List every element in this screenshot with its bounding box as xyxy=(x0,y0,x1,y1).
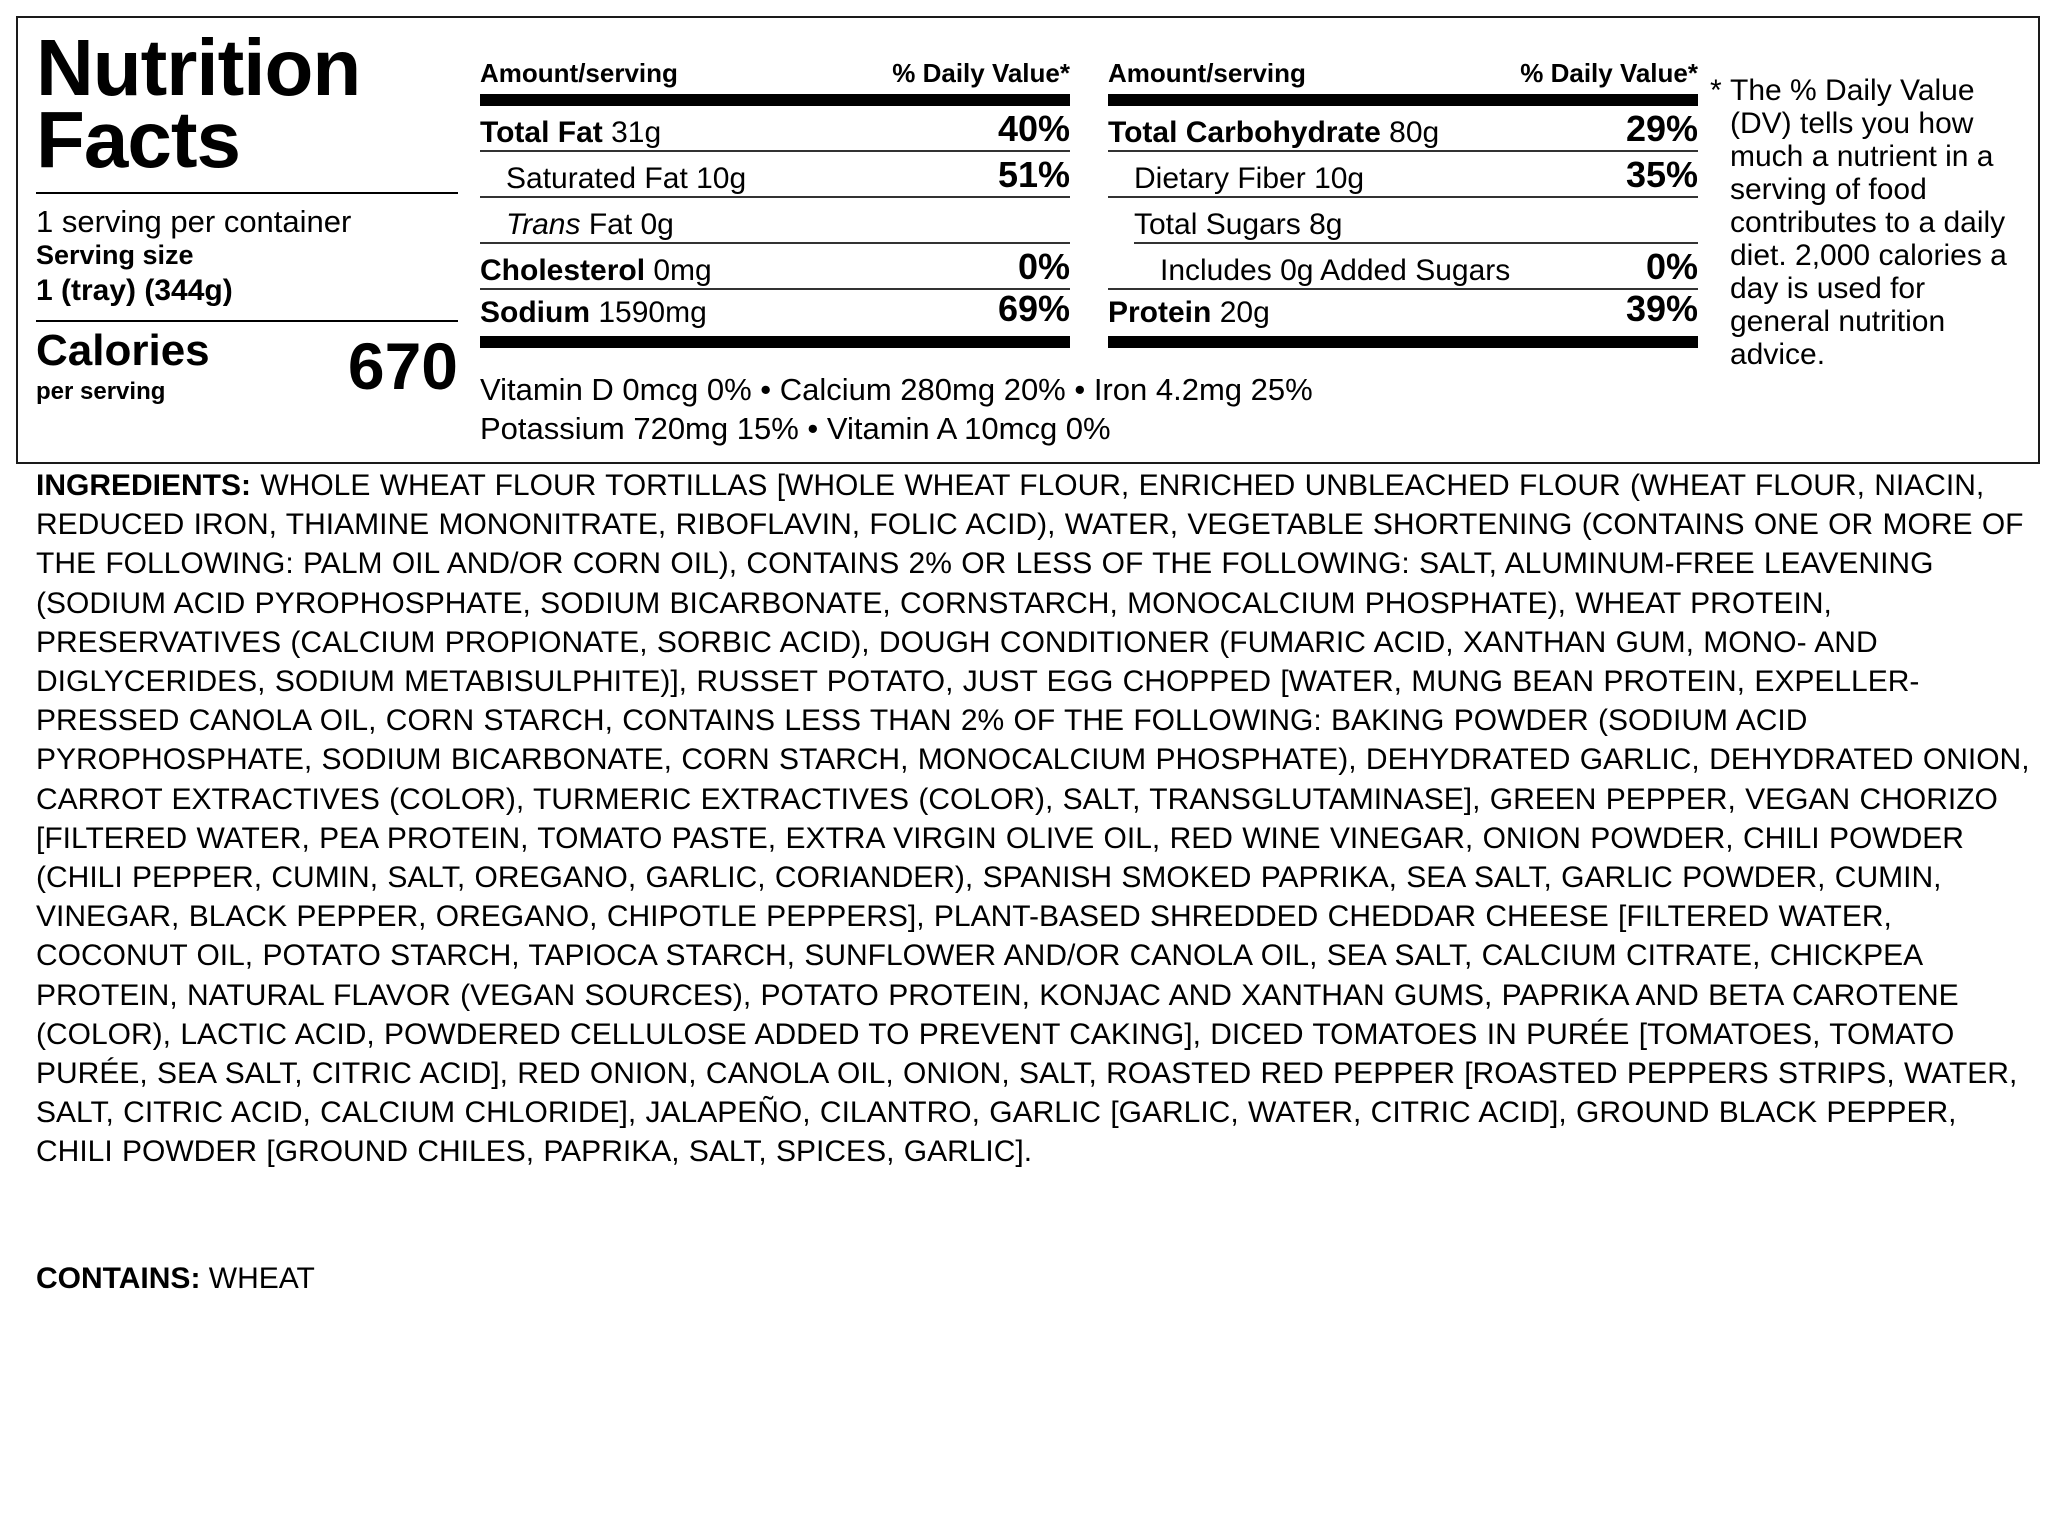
nutrient-name: Trans xyxy=(506,208,581,241)
nutrient-column-right xyxy=(1108,18,1698,378)
nutrient-row-total-carbohydrate xyxy=(1108,106,1698,152)
nutrient-name: Saturated Fat xyxy=(506,162,688,195)
nutrient-name: Total Sugars xyxy=(1134,208,1301,241)
contains-text: WHEAT xyxy=(208,1262,315,1295)
thick-bar xyxy=(1108,336,1698,348)
vitamins-line-2: Potassium 720mg 15% • Vitamin A 10mcg 0% xyxy=(480,411,1111,446)
nutrient-name: Cholesterol xyxy=(480,254,646,287)
amount-serving-header: Amount/serving xyxy=(480,58,678,88)
nutrient-name: Dietary Fiber xyxy=(1134,162,1306,195)
nutrition-facts-panel xyxy=(16,16,2040,464)
nutrient-column-left xyxy=(480,18,1070,378)
footnote-asterisk: * xyxy=(1710,74,1722,107)
nutrient-row-added-sugars xyxy=(1108,244,1698,290)
nutrient-row-dietary-fiber xyxy=(1108,152,1698,198)
nutrient-amount: 80g xyxy=(1389,116,1440,149)
divider xyxy=(36,320,458,322)
nutrient-amount: 10g xyxy=(1314,162,1365,195)
nutrient-dv: 39% xyxy=(1625,288,1698,329)
daily-value-header: % Daily Value* xyxy=(892,58,1070,88)
nutrient-row-trans-fat xyxy=(480,198,1070,244)
serving-size-label: Serving size xyxy=(36,240,194,270)
divider xyxy=(36,192,458,194)
serving-size-value: 1 (tray) (344g) xyxy=(36,274,233,307)
nutrient-row-protein xyxy=(1108,288,1698,330)
nutrient-name: Total Carbohydrate xyxy=(1108,116,1381,149)
servings-per-container: 1 serving per container xyxy=(36,204,352,239)
per-serving-label: per serving xyxy=(36,378,166,405)
nutrient-row-cholesterol xyxy=(480,244,1070,290)
nutrient-dv: 69% xyxy=(997,288,1070,329)
calories-label: Calories xyxy=(36,326,210,375)
nutrient-row-total-fat xyxy=(480,106,1070,152)
nutrient-amount: 0mg xyxy=(653,254,712,287)
calories-value: 670 xyxy=(347,329,458,403)
nutrient-dv: 0% xyxy=(1017,246,1070,287)
nutrient-row-saturated-fat xyxy=(480,152,1070,198)
ingredients-statement xyxy=(36,466,2036,1172)
nutrition-facts-title: Nutrition Facts xyxy=(36,23,361,184)
nutrient-amount: 1590mg xyxy=(598,296,707,329)
contains-label: CONTAINS: xyxy=(36,1262,201,1295)
nutrient-amount: Fat 0g xyxy=(588,208,674,241)
nutrient-row-sodium xyxy=(480,288,1070,330)
ingredients-label: INGREDIENTS: xyxy=(36,469,252,502)
nutrient-name: Sodium xyxy=(480,296,590,329)
nutrient-name: Includes 0g Added Sugars xyxy=(1160,254,1511,287)
vitamins-line-1: Vitamin D 0mcg 0% • Calcium 280mg 20% • Iron 4.2mg 25% xyxy=(480,372,1313,407)
amount-serving-header: Amount/serving xyxy=(1108,58,1306,88)
nutrient-dv: 0% xyxy=(1645,246,1698,287)
nutrient-name: Total Fat xyxy=(480,116,603,149)
nutrient-name: Protein xyxy=(1108,296,1212,329)
nutrient-dv: 35% xyxy=(1625,154,1698,195)
thick-bar xyxy=(1108,94,1698,106)
nutrient-row-total-sugars xyxy=(1108,198,1698,244)
thick-bar xyxy=(480,94,1070,106)
footnote-text: The % Daily Value (DV) tells you how much a nutrient in a serving of food contributes to a daily diet. 2,000 calories a day is used for general nutrition advice. xyxy=(1730,74,2007,371)
thick-bar xyxy=(480,336,1070,348)
nutrient-amount: 20g xyxy=(1219,296,1270,329)
ingredients-text: WHOLE WHEAT FLOUR TORTILLAS [WHOLE WHEAT FLOUR, ENRICHED UNBLEACHED FLOUR (WHEAT FLOUR, NIACIN, REDUCED IRON, THIAMINE MONONITRATE, RIBOFLAVIN, FOLIC ACID), WATER, VEGETABLE SHORTENING (CONTAINS ONE OR MORE OF THE FOLLOWING: PALM OIL AND/OR CORN OIL), CONTAINS 2% OR LESS OF THE FOLLOWING: SALT, ALUMINUM-FREE LEAVENING (SODIUM ACID PYROPHOSPHATE, SODIUM BICARBONATE, CORNSTARCH, MONOCALCIUM PHOSPHATE), WHEAT PROTEIN, PRESERVATIVES (CALCIUM PROPIONATE, SORBIC ACID), DOUGH CONDITIONER (FUMARIC ACID, XANTHAN GUM, MONO- AND DIGLYCERIDES, SODIUM METABISULPHITE)], RUSSET POTATO, JUST EGG CHOPPED [WATER, MUNG BEAN PROTEIN, EXPELLER-PRESSED CANOLA OIL, CORN STARCH, CONTAINS LESS THAN 2% OF THE FOLLOWING: BAKING POWDER (SODIUM ACID PYROPHOSPHATE, SODIUM BICARBONATE, CORN STARCH, MONOCALCIUM PHOSPHATE), DEHYDRATED GARLIC, DEHYDRATED ONION, CARROT EXTRACTIVES (COLOR), TURMERIC EXTRACTIVES (COLOR), SALT, TRANSGLUTAMINASE], GREEN PEPPER, VEGAN CHORIZO [FILTERED WATER, PEA PROTEIN, TOMATO PASTE, EXTRA VIRGIN OLIVE OIL, RED WINE VINEGAR, ONION POWDER, CHILI POWDER (CHILI PEPPER, CUMIN, SALT, OREGANO, GARLIC, CORIANDER), SPANISH SMOKED PAPRIKA, SEA SALT, GARLIC POWDER, CUMIN, VINEGAR, BLACK PEPPER, OREGANO, CHIPOTLE PEPPERS], PLANT-BASED SHREDDED CHEDDAR CHEESE [FILTERED WATER, COCONUT OIL, POTATO STARCH, TAPIOCA STARCH, SUNFLOWER AND/OR CANOLA OIL, SEA SALT, CALCIUM CITRATE, CHICKPEA PROTEIN, NATURAL FLAVOR (VEGAN SOURCES), POTATO PROTEIN, KONJAC AND XANTHAN GUMS, PAPRIKA AND BETA CAROTENE (COLOR), LACTIC ACID, POWDERED CELLULOSE ADDED TO PREVENT CAKING], DICED TOMATOES IN PURÉE [TOMATOES, TOMATO PURÉE, SEA SALT, CITRIC ACID], RED ONION, CANOLA OIL, ONION, SALT, ROASTED RED PEPPER [ROASTED PEPPERS STRIPS, WATER, SALT, CITRIC ACID, CALCIUM CHLORIDE], JALAPEÑO, CILANTRO, GARLIC [GARLIC, WATER, CITRIC ACID], GROUND BLACK PEPPER, CHILI POWDER [GROUND CHILES, PAPRIKA, SALT, SPICES, GARLIC]. xyxy=(36,469,2030,1169)
nutrient-amount: 31g xyxy=(611,116,662,149)
nutrient-dv: 29% xyxy=(1625,108,1698,149)
nutrient-amount: 8g xyxy=(1309,208,1343,241)
nutrient-dv: 40% xyxy=(997,108,1070,149)
nutrient-dv: 51% xyxy=(997,154,1070,195)
allergen-statement xyxy=(36,1262,315,1296)
daily-value-header: % Daily Value* xyxy=(1520,58,1698,88)
nutrient-amount: 10g xyxy=(696,162,747,195)
